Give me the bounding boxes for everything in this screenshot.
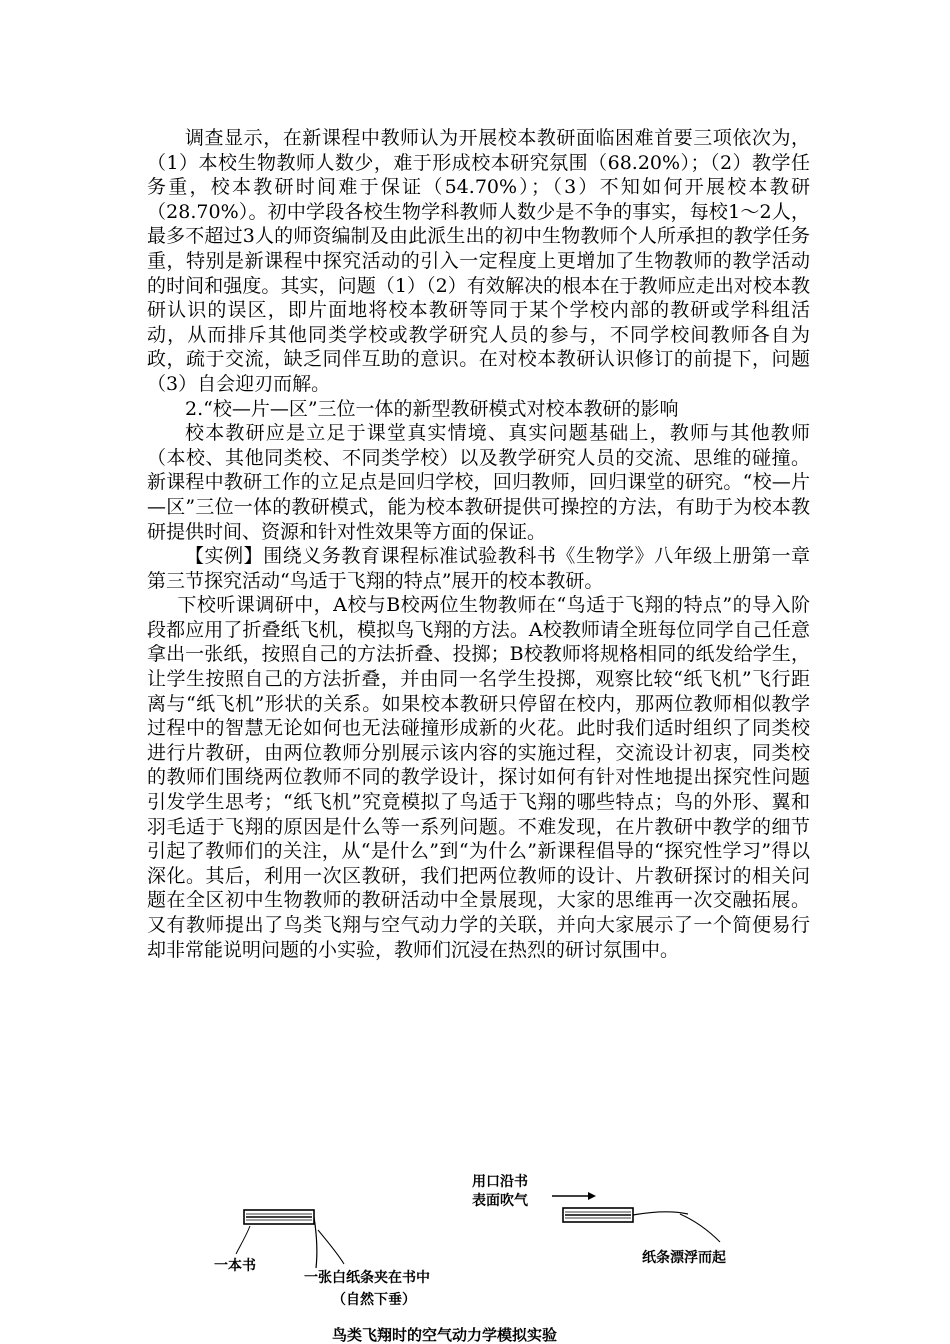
label-blow-line1: 用口沿书 (472, 1174, 528, 1190)
book-label-pointer (236, 1226, 250, 1254)
document-body (147, 126, 810, 962)
figure-caption: 鸟类飞翔时的空气动力学模拟实验 (332, 1326, 558, 1344)
label-paper-line2: （自然下垂） (332, 1292, 416, 1308)
label-float: 纸条漂浮而起 (642, 1250, 726, 1266)
book-illustration-left (244, 1210, 314, 1224)
paragraph-teaching-model: 校本教研应是立足于课堂真实情境、真实问题基础上，教师与其他教师（本校、其他同类校、不同类学校）以及教学研究人员的交流、思维的碰撞。新课程中教研工作的立足点是回归学校，回归教师，回归课堂的研究。“校—片—区”三位一体的教研模式，能为校本教研提供可操控的方法，有助于为校本教研提供时间、资源和针对性效果等方面的保证。 (147, 422, 810, 543)
experiment-figure (210, 1170, 800, 1344)
book-illustration-right (563, 1208, 633, 1222)
label-paper-line1: 一张白纸条夹在书中 (304, 1270, 430, 1286)
arrow-icon (552, 1192, 596, 1200)
float-label-pointer (680, 1214, 720, 1242)
paragraph-example-detail: 下校听课调研中，A校与B校两位生物教师在“鸟适于飞翔的特点”的导入阶段都应用了折叠纸飞机，模拟鸟飞翔的方法。A校教师请全班每位同学自己任意拿出一张纸，按照自己的方法折叠、投掷；B校教师将规格相同的纸发给学生，让学生按照自己的方法折叠，并由同一名学生投掷，观察比较“纸飞机”飞行距离与“纸飞机”形状的关系。如果校本教研只停留在校内，那两位教师相似教学过程中的智慧无论如何也无法碰撞形成新的火花。此时我们适时组织了同类校进行片教研，由两位教师分别展示该内容的实施过程，交流设计初衷，同类校的教师们围绕两位教师不同的教学设计，探讨如何有针对性地提出探究性问题引发学生思考；“纸飞机”究竟模拟了鸟适于飞翔的哪些特点；鸟的外形、翼和羽毛适于飞翔的原因是什么等一系列问题。不难发现，在片教研中教学的细节引起了教师们的关注，从“是什么”到“为什么”新课程倡导的“探究性学习”得以深化。其后，利用一次区教研，我们把两位教师的设计、片教研探讨的相关问题在全区初中生物教师的教研活动中全景展现，大家的思维再一次交融拓展。又有教师提出了鸟类飞翔与空气动力学的关联，并向大家展示了一个简便易行却非常能说明问题的小实验，教师们沉浸在热烈的研讨氛围中。 (147, 594, 810, 961)
label-book: 一本书 (214, 1258, 256, 1274)
paper-label-pointer (318, 1230, 344, 1264)
paragraph-example-intro: 【实例】围绕义务教育课程标准试验教科书《生物学》八年级上册第一章第三节探究活动“鸟适于飞翔的特点”展开的校本教研。 (147, 545, 810, 592)
paragraph-survey: 调查显示，在新课程中教师认为开展校本教研面临困难首要三项依次为，（1）本校生物教师人数少，难于形成校本研究氛围（68.20%）；（2）教学任务重，校本教研时间难于保证（54.70%）；（3）不知如何开展校本教研（28.70%）。初中学段各校生物学科教师人数少是不争的事实，每校1～2人，最多不超过3人的师资编制及由此派生出的初中生物教师个人所承担的教学任务重，特别是新课程中探究活动的引入一定程度上更增加了生物教师的教学活动的时间和强度。其实，问题（1）（2）有效解决的根本在于教师应走出对校本教研认识的误区，即片面地将校本教研等同于某个学校内部的教研或学科组活动，从而排斥其他同类学校或教学研究人员的参与，不同学校间教师各自为政，疏于交流，缺乏同伴互助的意识。在对校本教研认识修订的前提下，问题（3）自会迎刃而解。 (147, 127, 810, 395)
label-blow-line2: 表面吹气 (472, 1193, 528, 1209)
section-heading: 2.“校—片—区”三位一体的新型教研模式对校本教研的影响 (185, 397, 679, 420)
paper-strip-floating (633, 1212, 688, 1215)
